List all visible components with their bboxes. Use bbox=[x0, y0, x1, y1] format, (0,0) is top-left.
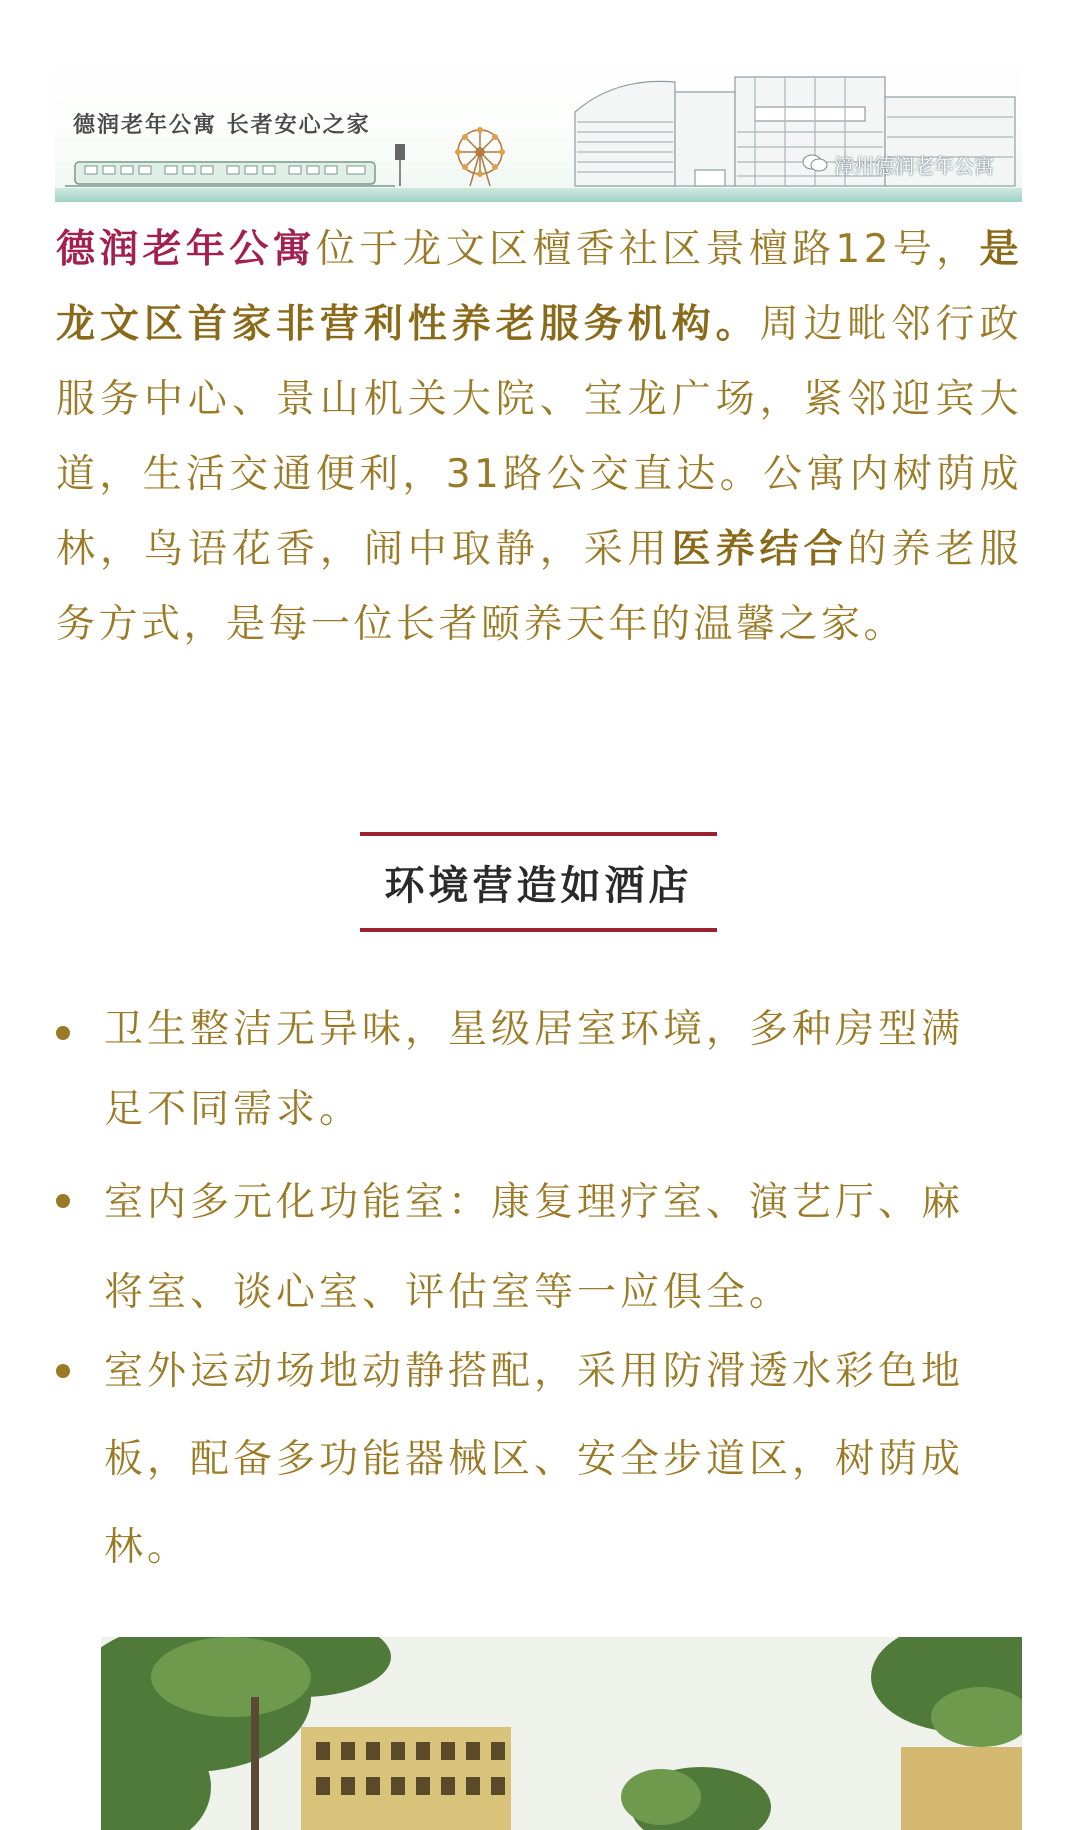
intro-paragraph bbox=[56, 212, 1022, 662]
watermark-text: 漳州德润老年公寓 bbox=[834, 154, 994, 178]
campus-photo bbox=[101, 1637, 1022, 1830]
banner-ground bbox=[55, 188, 1022, 202]
intro-emphasis: 医养结合 bbox=[671, 527, 848, 572]
intro-highlight: 是龙文区首家非营利性养老服务机构。 bbox=[56, 227, 1022, 347]
brand-name: 德润老年公寓 bbox=[56, 227, 316, 272]
feature-text: 室外运动场地动静搭配，采用防滑透水彩色地板，配备多功能器械区、安全步道区，树荫成林。 bbox=[104, 1349, 965, 1570]
intro-text-1: 位于龙文区檀香社区景檀路12号， bbox=[315, 227, 980, 272]
bullet-icon bbox=[56, 1194, 70, 1208]
traffic-light-illustration bbox=[395, 144, 405, 186]
intro-text-2: 周边毗邻行政服务中心、景山机关大院、宝龙广场，紧邻迎宾大道，生活交通便利，31路公交直达。公寓内树荫成林，鸟语花香，闹中取静，采用 bbox=[56, 302, 1022, 572]
train-illustration bbox=[65, 162, 395, 186]
section-title: 环境营造如酒店 bbox=[384, 862, 693, 909]
feature-text: 室内多元化功能室：康复理疗室、演艺厅、麻将室、谈心室、评估室等一应俱全。 bbox=[104, 1180, 965, 1315]
banner-watermark bbox=[802, 150, 994, 179]
feature-text: 卫生整洁无异味，星级居室环境，多种房型满足不同需求。 bbox=[104, 1007, 965, 1132]
intro-text-3: 的养老服务方式，是每一位长者颐养天年的温馨之家。 bbox=[56, 527, 1022, 647]
section-heading bbox=[360, 832, 717, 932]
trees-and-building-illustration bbox=[101, 1637, 1022, 1830]
bullet-icon bbox=[56, 1026, 70, 1040]
bullet-icon bbox=[56, 1364, 70, 1378]
ferris-wheel-illustration bbox=[455, 127, 505, 186]
banner-title: 德润老年公寓 长者安心之家 bbox=[73, 112, 371, 138]
wechat-icon bbox=[802, 153, 828, 178]
header-banner bbox=[55, 52, 1022, 202]
